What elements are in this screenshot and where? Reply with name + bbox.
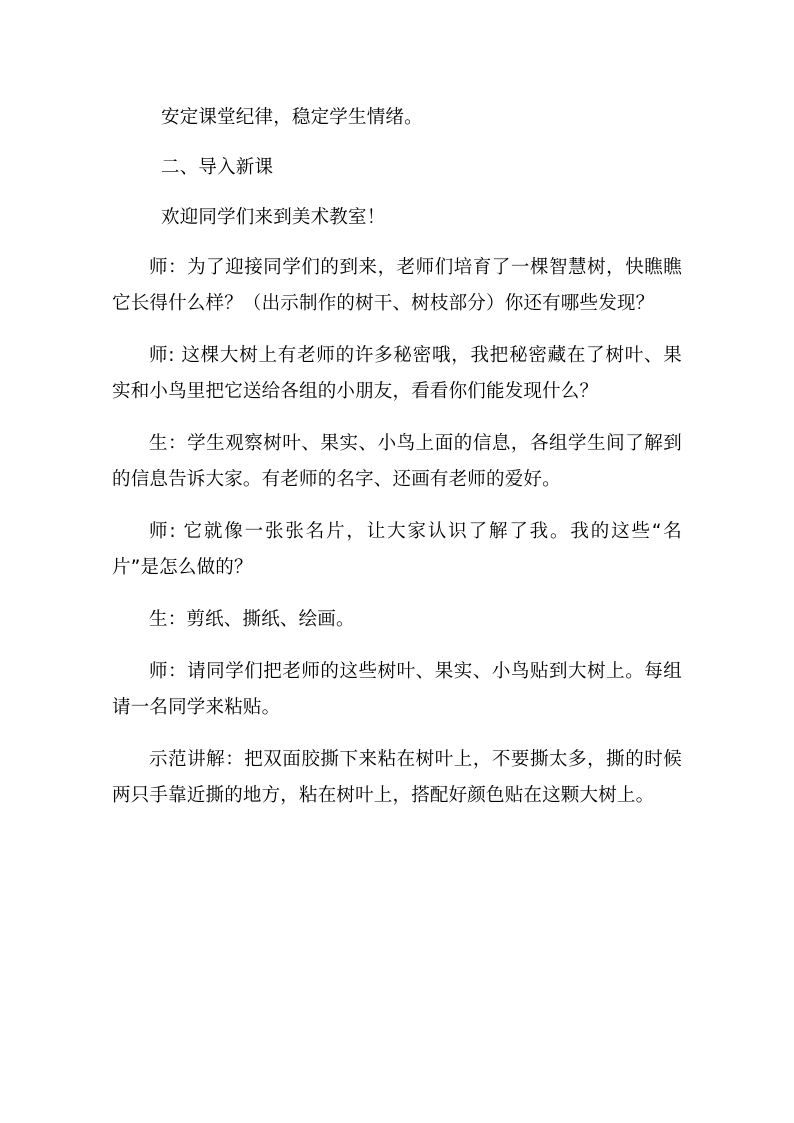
paragraph-teacher-wisdom-tree: 师：为了迎接同学们的到来，老师们培育了一棵智慧树，快瞧瞧它长得什么样？（出示制作的树干、树枝部分）你还有哪些发现？ (112, 257, 682, 314)
paragraph-teacher-name-cards: 师: 它就像一张张名片，让大家认识了解了我。我的这些“名片”是怎么做的？ (112, 521, 682, 578)
paragraph-classroom-order: 安定课堂纪律，稳定学生情绪。 (161, 107, 423, 128)
paragraph-demonstration: 示范讲解：把双面胶撕下来粘在树叶上，不要撕太多，撕的时候两只手靠近撕的地方，粘在树叶上，搭配好颜色贴在这颗大树上。 (112, 749, 682, 806)
section-heading-introduce-new-lesson: 二、导入新课 (161, 157, 274, 178)
paragraph-teacher-secrets: 师: 这棵大树上有老师的许多秘密哦，我把秘密藏在了树叶、果实和小鸟里把它送给各组的小朋友，看看你们能发现什么？ (112, 345, 682, 402)
paragraph-student-observation: 生：学生观察树叶、果实、小鸟上面的信息，各组学生间了解到的信息告诉大家。有老师的名字、还画有老师的爱好。 (112, 433, 682, 490)
paragraph-teacher-paste-instruction: 师：请同学们把老师的这些树叶、果实、小鸟贴到大树上。每组请一名同学来粘贴。 (112, 661, 682, 718)
document-body (112, 100, 682, 814)
paragraph-welcome: 欢迎同学们来到美术教室！ (161, 207, 386, 228)
paragraph-student-methods: 生：剪纸、撕纸、绘画。 (149, 609, 355, 630)
